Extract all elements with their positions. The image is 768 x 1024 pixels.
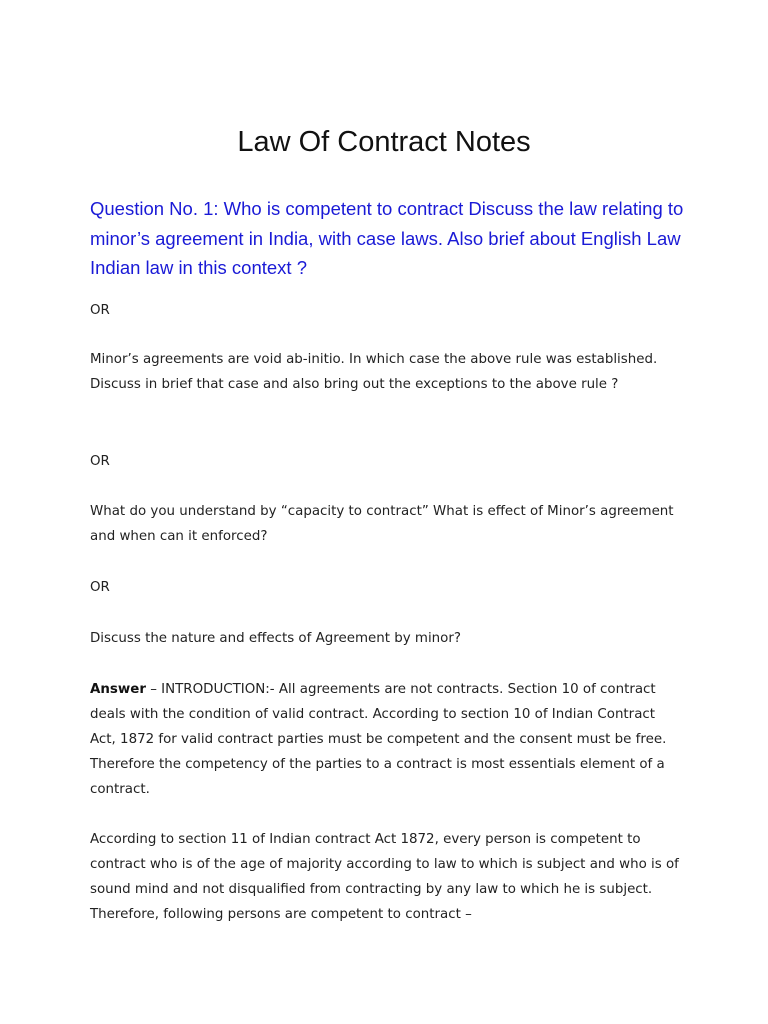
or-separator: OR — [90, 454, 110, 469]
answer-text: – INTRODUCTION:- All agreements are not contracts. Section 10 of contract deals with the condition of valid contract. According to section 10 of Indian Contract Act, 1872 for valid contract parties must be competent and the consent must be free. Therefore the competency of the parties to a contract is most essentials element of a contract. — [90, 682, 667, 797]
or-separator: OR — [90, 580, 110, 595]
question-heading: Question No. 1: Who is competent to contract Discuss the law relating to minor’s agreement in India, with case laws. Also brief about English Law Indian law in this context ? — [90, 198, 684, 278]
page-title: Law Of Contract Notes — [237, 126, 531, 158]
paragraph-minors-agreements: Minor’s agreements are void ab-initio. In which case the above rule was established. Discuss in brief that case and also bring out the exceptions to the above rule ? — [90, 352, 658, 392]
answer-paragraph — [90, 677, 680, 802]
answer-label: Answer — [90, 682, 146, 697]
or-separator: OR — [90, 303, 110, 318]
paragraph-section-11: According to section 11 of Indian contract Act 1872, every person is competent to contract who is of the age of majority according to law to which is subject and who is of sound mind and not disqualified from contracting by any law to which he is subject. Therefore, following persons are competent to contract – — [90, 832, 679, 922]
paragraph-capacity-to-contract: What do you understand by “capacity to contract” What is effect of Minor’s agreement and when can it enforced? — [90, 504, 674, 544]
paragraph-nature-effects: Discuss the nature and effects of Agreement by minor? — [90, 631, 461, 646]
